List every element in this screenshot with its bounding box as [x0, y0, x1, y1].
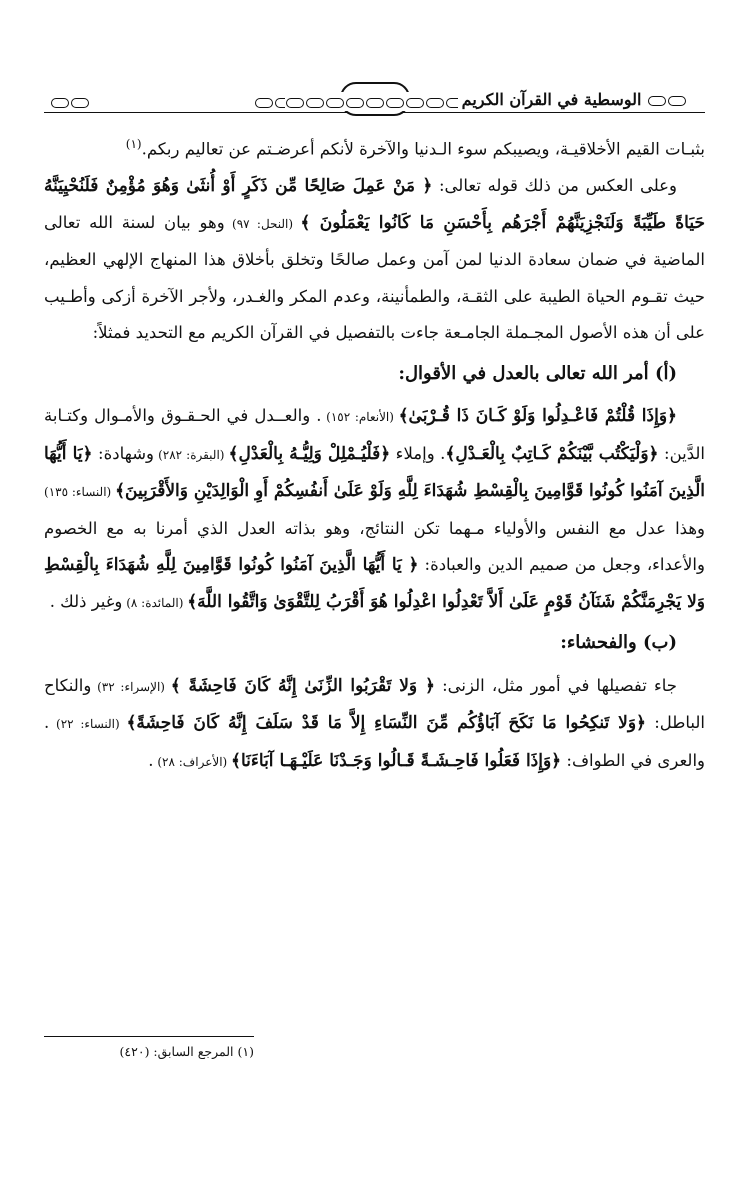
footnote-marker: (١) — [125, 137, 142, 151]
section-heading: (ب) والفحشاء: — [560, 632, 677, 653]
body-paragraph — [44, 398, 705, 621]
quran-verse: ﴿وَإِذَا قُلْتُمْ فَاعْـدِلُوا وَلَوْ كَـانَ ذَا قُـرْبَىٰ﴾ — [398, 406, 677, 426]
paragraph-text: والنكاح الباطل: — [44, 675, 705, 732]
quran-verse: ﴿ مَنْ عَمِلَ صَالِحًا مِّن ذَكَرٍ أَوْ أُنثَىٰ وَهُوَ مُؤْمِنٌ فَلَنُحْيِيَنَّهُ حَيَاةً طَيِّبَةً وَلَنَجْزِيَنَّهُمْ أَجْرَهُم بِأَحْسَنِ مَا كَانُوا يَعْمَلُونَ ﴾ — [44, 176, 705, 233]
body-text — [44, 126, 705, 780]
quran-verse: ﴿وَلْيَكْتُب بَّيْنَكُمْ كَـاتِبٌ بِالْعَـدْلِ﴾ — [445, 443, 659, 464]
footnote-rule — [44, 1036, 254, 1037]
book-page — [44, 78, 705, 1188]
paragraph-text: وعلى العكس من ذلك قوله تعالى: — [432, 176, 677, 195]
quran-verse: ﴿وَلا تَنكِحُوا مَا نَكَحَ آبَاؤُكُم مِّنَ النِّسَاءِ إِلاَّ مَا قَدْ سَلَفَ إِنَّهُ كَانَ فَاحِشَةً﴾ — [126, 713, 646, 733]
quran-verse: ﴿فَلْيُـمْلِلْ وَلِيُّـهُ بِالْعَدْلِ﴾ — [228, 443, 391, 464]
section-heading: (أ) أمر الله تعالى بالعدل في الأقوال: — [398, 362, 677, 384]
paragraph-text: . وإملاء — [390, 443, 446, 463]
verse-reference: (النساء: ٢٢) — [49, 717, 127, 731]
body-paragraph — [44, 168, 705, 352]
verse-reference: (النساء: ١٣٥) — [44, 485, 116, 499]
running-title-text: الوسطية في القرآن الكريم — [461, 90, 642, 109]
quran-verse: ﴿وَإِذَا فَعَلُوا فَاحِـشَـةً قَـالُوا وَجَـدْنَا عَلَيْـهَـا آبَاءَنَا﴾ — [231, 750, 562, 771]
paragraph-text: وهذا عدل مع النفس والأولياء مـهما تكن النتائج، وهو بذاته العدل الذي أمرنا به مع الخصوم والأعداء، وجعل من صميم الدين والعبادة: — [44, 518, 705, 574]
ornament-left — [50, 92, 90, 111]
paragraph-text: بثبـات القيم الأخلاقيـة، ويصيبكم سوء الـدنيا والآخرة لأنكم أعرضـتم عن تعاليم ربكم. — [141, 139, 705, 159]
quran-verse: ﴿يَا أَيُّهَا الَّذِينَ آمَنُوا كُونُوا قَوَّامِينَ بِالْقِسْطِ شُهَدَاءَ لِلَّهِ وَلَوْ عَلَىٰ أَنفُسِكُمْ أَوِ الْوَالِدَيْنِ وَالأَقْرَبِينَ﴾ — [44, 443, 705, 501]
quran-verse: ﴿ وَلا تَقْرَبُوا الزِّنَىٰ إِنَّهُ كَانَ فَاحِشَةً ﴾ — [170, 675, 435, 696]
body-paragraph — [44, 126, 705, 168]
verse-reference: (الإسراء: ٣٢) — [91, 679, 171, 694]
verse-reference: (النحل: ٩٧) — [224, 216, 301, 231]
paragraph-text: جاء تفصيلها في أمور مثل، الزنى: — [434, 675, 678, 695]
verse-reference: (الأعراف: ٢٨) — [153, 754, 232, 769]
paragraph-text: وهو بيان لسنة الله تعالى الماضية في ضمان سعادة الدنيا لمن آمن وعمل صالحًا وتخلق بأخلاق هذا المنهاج الإلهي العظيم، حيث تقـوم الحياة الطيبة على الثقـة، والطمأنينة، وعدم المكر والغـدر، ولأجر الآخرة أزكى وأطـيب على أن هذه الأصول المجـملة الجامـعة جاءت بالتفصيل في القرآن الكريم مع التحديد فمثلاً: — [44, 212, 705, 342]
footnote: (١) المرجع السابق: (٤٢٠) — [119, 1044, 254, 1059]
running-header — [44, 78, 705, 118]
verse-reference: (الأنعام: ١٥٢) — [321, 410, 399, 424]
verse-reference: (البقرة: ٢٨٢) — [154, 447, 229, 462]
running-title — [458, 90, 691, 109]
quran-verse: ﴿ يَا أَيُّهَا الَّذِينَ آمَنُوا كُونُوا قَوَّامِينَ لِلَّهِ شُهَدَاءَ بِالْقِسْطِ وَلا يَجْرِمَنَّكُمْ شَنَآنُ قَوْمٍ عَلَىٰ أَلاَّ تَعْدِلُوا اعْدِلُوا هُوَ أَقْرَبُ لِلتَّقْوَىٰ وَاتَّقُوا اللَّهَ﴾ — [44, 555, 705, 612]
paragraph-text: وغير ذلك . — [49, 591, 123, 611]
body-paragraph — [44, 668, 705, 781]
paragraph-text: . — [148, 750, 154, 770]
paragraph-text: وشهادة: — [92, 443, 154, 463]
paragraph-text: . والعــدل في الحـقـوق والأمـوال وكتـابة الدَّين: — [44, 406, 705, 463]
paragraph-text: . والعرى في الطواف: — [44, 713, 705, 770]
verse-reference: (المائدة: ٨) — [122, 595, 188, 610]
